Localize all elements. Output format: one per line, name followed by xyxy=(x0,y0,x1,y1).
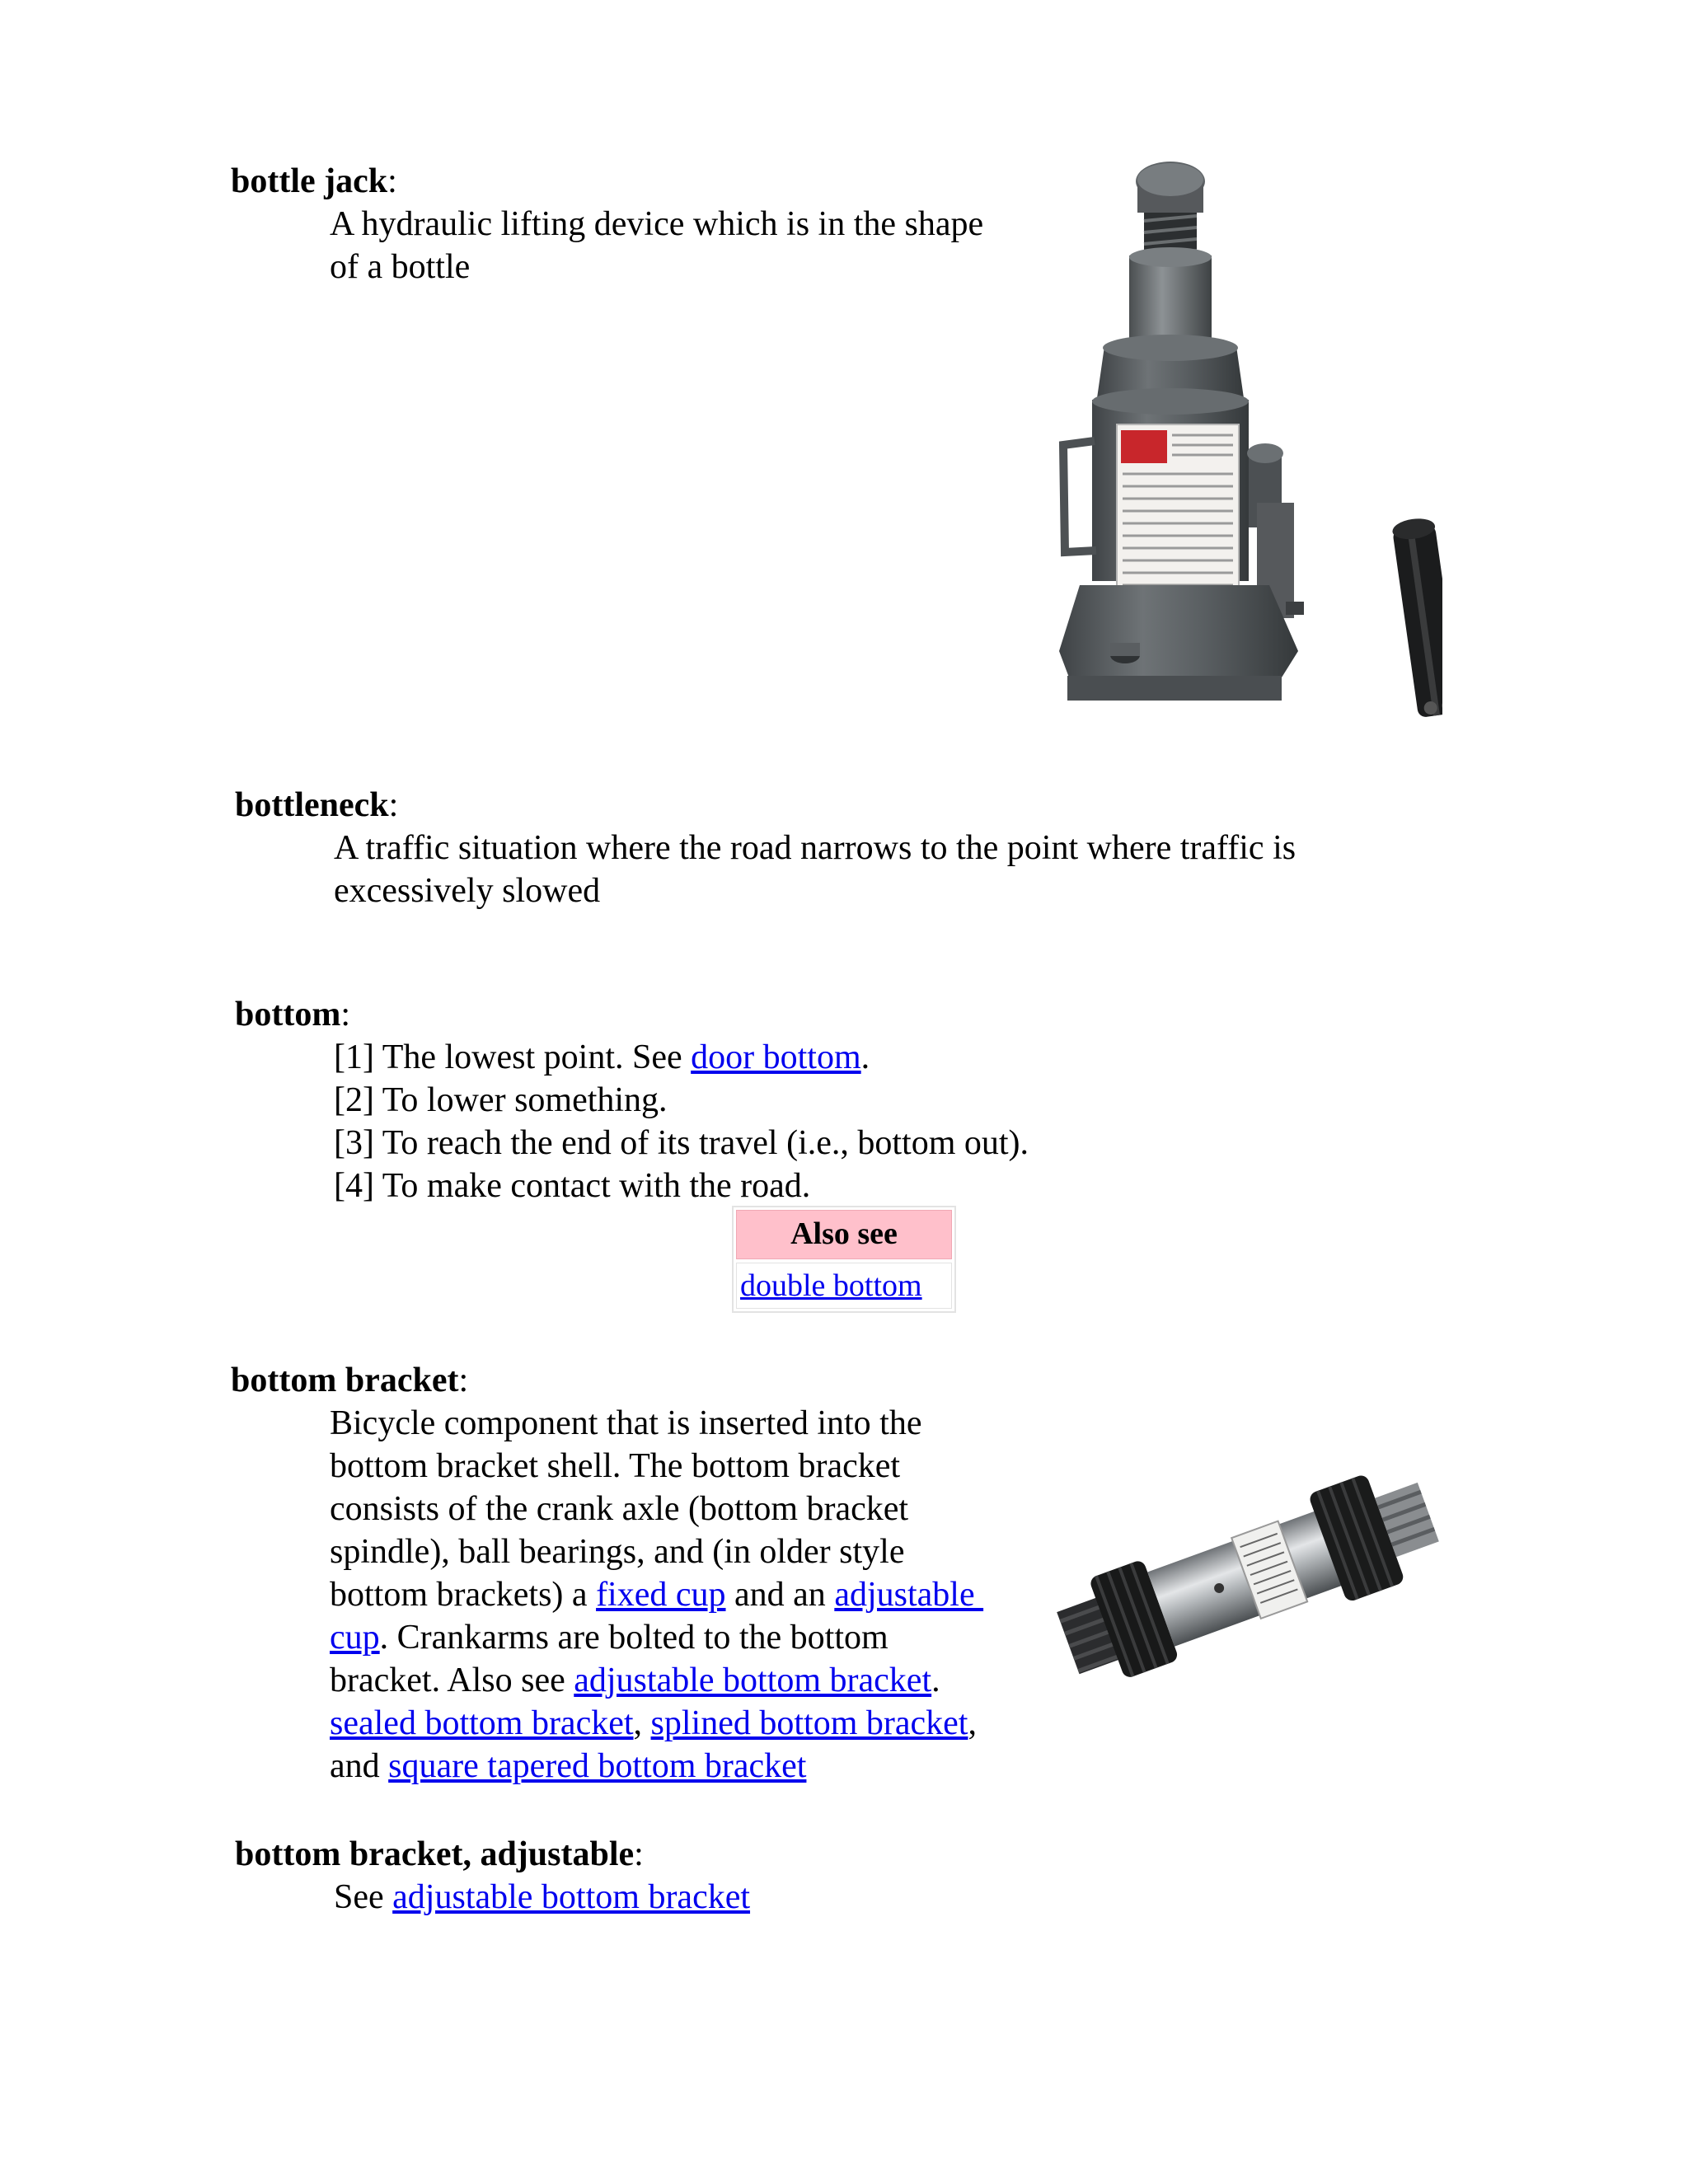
bottle-jack-photo xyxy=(1047,157,1442,733)
definition-line: consists of the crank axle (bottom bracket xyxy=(330,1490,909,1528)
definition-text: , xyxy=(633,1704,651,1742)
link-adjustable-bottom-bracket[interactable]: adjustable bottom bracket xyxy=(574,1661,932,1699)
definition-item-1 xyxy=(334,1036,1029,1079)
definition-line xyxy=(330,1745,983,1788)
link-adjustable-cup-continued[interactable]: cup xyxy=(330,1619,380,1657)
definition-bottom-bracket xyxy=(330,1402,983,1788)
definition-text: and an xyxy=(725,1576,835,1614)
term-bottom-bracket xyxy=(231,1359,468,1402)
term-bottleneck xyxy=(235,784,398,827)
definition-text: bottom brackets) a xyxy=(330,1576,597,1614)
definition-line xyxy=(330,1659,983,1702)
also-see-header: Also see xyxy=(736,1210,952,1259)
definition-text: . xyxy=(931,1661,940,1699)
definition-line xyxy=(330,1573,983,1616)
also-see-cell xyxy=(736,1263,952,1309)
definition-line: of a bottle xyxy=(330,248,471,286)
definition-bottle-jack xyxy=(330,203,983,288)
link-splined-bottom-bracket[interactable]: splined bottom bracket xyxy=(650,1704,968,1742)
link-square-tapered-bottom-bracket[interactable]: square tapered bottom bracket xyxy=(388,1747,807,1785)
term-label: bottleneck xyxy=(235,786,389,824)
definition-bottleneck xyxy=(334,827,1296,912)
link-fixed-cup[interactable]: fixed cup xyxy=(596,1576,726,1614)
link-adjustable-cup[interactable]: adjustable xyxy=(834,1576,984,1614)
link-adjustable-bottom-bracket[interactable]: adjustable bottom bracket xyxy=(392,1878,751,1916)
term-label: bottom bracket, adjustable xyxy=(235,1835,635,1873)
definition-line xyxy=(330,1616,983,1659)
link-double-bottom[interactable]: double bottom xyxy=(740,1268,922,1303)
definition-text: , xyxy=(968,1704,977,1742)
term-colon: : xyxy=(340,996,350,1033)
term-colon: : xyxy=(388,786,399,824)
link-sealed-bottom-bracket[interactable]: sealed bottom bracket xyxy=(330,1704,634,1742)
term-bottle-jack xyxy=(231,160,397,203)
definition-text: [1] The lowest point. See xyxy=(334,1038,692,1076)
definition-line: A traffic situation where the road narrows to the point where traffic is xyxy=(334,829,1296,867)
term-colon: : xyxy=(634,1835,644,1873)
definition-text: bracket. Also see xyxy=(330,1661,574,1699)
definition-text: . xyxy=(860,1038,870,1076)
link-door-bottom[interactable]: door bottom xyxy=(691,1038,861,1076)
definition-line: bottom bracket shell. The bottom bracket xyxy=(330,1447,901,1485)
definition-text: See xyxy=(334,1878,393,1916)
term-label: bottle jack xyxy=(231,162,388,200)
definition-line xyxy=(334,1876,750,1919)
definition-line: Bicycle component that is inserted into the xyxy=(330,1404,922,1442)
definition-line xyxy=(330,1702,983,1745)
definition-item-3: [3] To reach the end of its travel (i.e., bottom out). xyxy=(334,1124,1029,1162)
definition-bottom-bracket-adjustable xyxy=(334,1876,750,1919)
definition-bottom xyxy=(334,1036,1029,1207)
term-label: bottom xyxy=(235,996,341,1033)
definition-item-4: [4] To make contact with the road. xyxy=(334,1167,811,1205)
also-see-table xyxy=(732,1206,956,1313)
term-bottom-bracket-adjustable xyxy=(235,1833,644,1876)
definition-line: excessively slowed xyxy=(334,872,601,910)
term-colon: : xyxy=(387,162,397,200)
definition-line: spindle), ball bearings, and (in older style xyxy=(330,1533,905,1571)
definition-text: and xyxy=(330,1747,389,1785)
term-bottom xyxy=(235,993,350,1036)
term-colon: : xyxy=(458,1361,469,1399)
definition-text: . Crankarms are bolted to the bottom xyxy=(379,1619,889,1657)
term-label: bottom bracket xyxy=(231,1361,459,1399)
definition-line: A hydraulic lifting device which is in the shape xyxy=(330,205,984,243)
bottom-bracket-photo xyxy=(1040,1446,1452,1710)
definition-item-2: [2] To lower something. xyxy=(334,1081,668,1119)
